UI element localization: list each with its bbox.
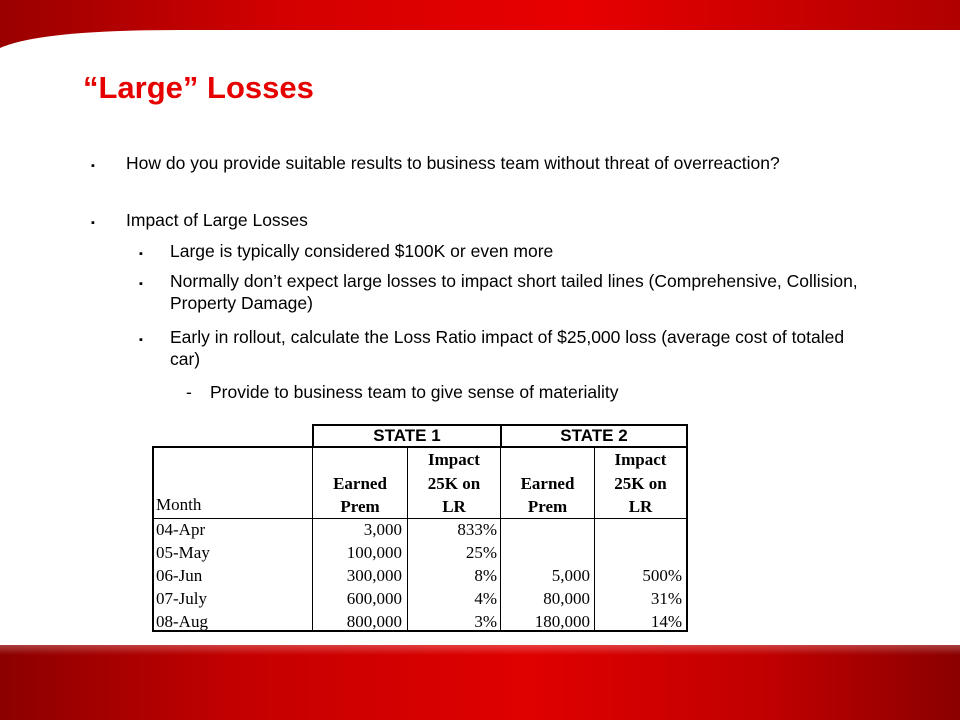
earned-header-line2: Prem bbox=[527, 497, 568, 516]
impact-header-line2: 25K on bbox=[614, 474, 667, 493]
table-cell-month: 06-Jun bbox=[156, 566, 203, 585]
bullet-text: How do you provide suitable results to business team without threat of overreaction? bbox=[126, 153, 780, 173]
top-red-band bbox=[0, 0, 960, 70]
state-2-header: STATE 2 bbox=[500, 424, 688, 448]
earned-header-line1: Earned bbox=[333, 474, 387, 493]
dash-marker: - bbox=[186, 382, 192, 402]
loss-ratio-table bbox=[152, 424, 688, 632]
sub-bullet-item bbox=[139, 270, 859, 314]
month-header: Month bbox=[156, 495, 202, 514]
impact-header-line3: LR bbox=[628, 497, 653, 516]
table-cell-s1-impact: 25% bbox=[465, 543, 497, 562]
table-body bbox=[152, 446, 688, 632]
bullet-item bbox=[91, 209, 821, 231]
sub-bullet-item bbox=[139, 326, 859, 370]
impact-header-line1: Impact bbox=[614, 450, 667, 469]
table-cell-s1-impact: 8% bbox=[474, 566, 497, 585]
bullet-text: Large is typically considered $100K or even more bbox=[170, 241, 554, 261]
bullet-marker: ▪ bbox=[139, 334, 143, 346]
sub-bullet-item bbox=[139, 240, 859, 262]
bullet-text: Provide to business team to give sense of materiality bbox=[210, 382, 619, 402]
earned-header-line2: Prem bbox=[340, 497, 380, 516]
bullet-marker: ▪ bbox=[139, 278, 143, 290]
table-cell-s1-impact: 833% bbox=[457, 520, 497, 539]
bullet-text: Normally don’t expect large losses to impact short tailed lines (Comprehensive, Collision, Property Damage) bbox=[170, 271, 858, 313]
table-cell-s1-impact: 3% bbox=[474, 612, 497, 631]
table-cell-month: 07-July bbox=[156, 589, 207, 608]
table-cell-s2-impact: 31% bbox=[650, 589, 682, 608]
state-1-header: STATE 1 bbox=[312, 424, 502, 448]
table-cell-s1-prem: 600,000 bbox=[346, 589, 402, 608]
impact-header-line1: Impact bbox=[428, 450, 480, 469]
bullet-item bbox=[91, 152, 821, 174]
impact-header-line2: 25K on bbox=[427, 474, 481, 493]
table-cell-s1-impact: 4% bbox=[474, 589, 497, 608]
table-cell-month: 05-May bbox=[156, 543, 210, 562]
bullet-marker: ▪ bbox=[139, 248, 143, 260]
table-cell-s2-impact: 14% bbox=[650, 612, 682, 631]
table-cell-month: 04-Apr bbox=[156, 520, 206, 539]
table-cell-s1-prem: 3,000 bbox=[363, 520, 402, 539]
table-cell-s1-prem: 300,000 bbox=[346, 566, 402, 585]
bullet-marker: ▪ bbox=[91, 160, 95, 172]
sub-sub-bullet-item bbox=[186, 381, 826, 403]
table-cell-s2-impact: 500% bbox=[642, 566, 682, 585]
slide-title: “Large” Losses bbox=[83, 70, 314, 105]
bottom-red-band bbox=[0, 645, 960, 720]
table-cell-s1-prem: 800,000 bbox=[346, 612, 402, 631]
impact-header-line3: LR bbox=[442, 497, 466, 516]
table-cell-s2-prem: 180,000 bbox=[534, 612, 590, 631]
bullet-marker: ▪ bbox=[91, 217, 95, 229]
table-cell-s2-prem: 5,000 bbox=[551, 566, 590, 585]
bullet-text: Impact of Large Losses bbox=[126, 210, 308, 230]
bullet-text: Early in rollout, calculate the Loss Ratio impact of $25,000 loss (average cost of totaled car) bbox=[170, 327, 845, 369]
earned-header-line1: Earned bbox=[520, 474, 575, 493]
table-cell-s1-prem: 100,000 bbox=[346, 543, 402, 562]
table-cell-month: 08-Aug bbox=[156, 612, 208, 631]
table-cell-s2-prem: 80,000 bbox=[543, 589, 590, 608]
